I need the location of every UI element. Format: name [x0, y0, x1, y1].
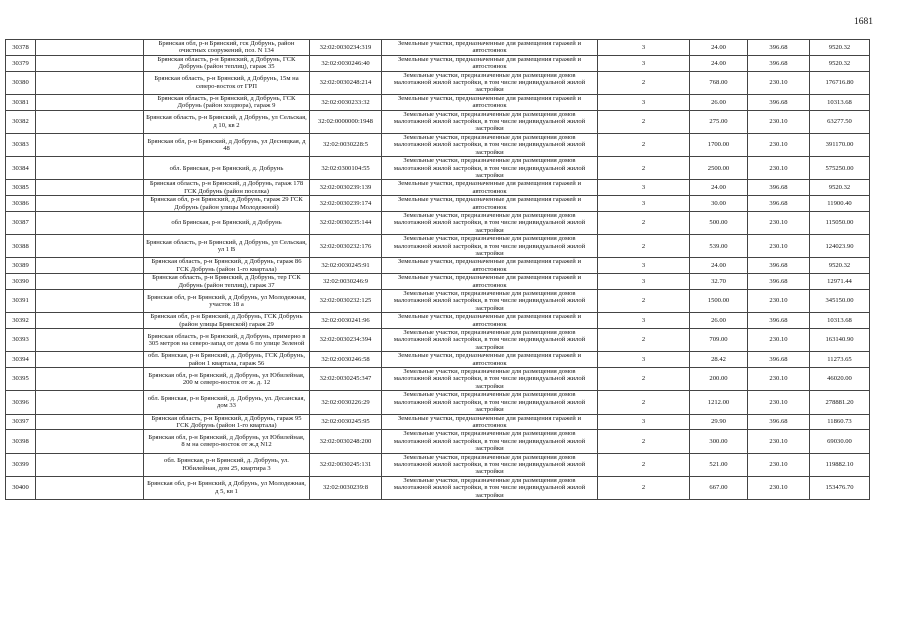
empty-cell — [36, 110, 144, 133]
cadastral-value-cell: 46020.00 — [810, 368, 870, 391]
rate-cell: 230.10 — [748, 133, 810, 156]
table-row — [6, 368, 870, 391]
cadastral-value-cell: 11273.65 — [810, 352, 870, 368]
empty-cell — [36, 352, 144, 368]
empty-cell — [36, 391, 144, 414]
rate-cell: 396.68 — [748, 94, 810, 110]
row-number-cell: 30390 — [6, 274, 36, 290]
row-number-cell: 30392 — [6, 313, 36, 329]
address-cell: Брянская область, р-н Брянский, д Добрунь, гараж 178 ГСК Добрунь (район поселка) — [144, 180, 310, 196]
rate-cell: 396.68 — [748, 180, 810, 196]
land-use-cell: Земельные участки, предназначенные для размещения гаражей и автостоянок — [382, 180, 598, 196]
cadastral-value-cell: 115050.00 — [810, 211, 870, 234]
rate-cell: 396.68 — [748, 55, 810, 71]
category-cell: 2 — [598, 157, 690, 180]
cadastral-number-cell: 32:02:0030234:394 — [310, 329, 382, 352]
category-cell: 2 — [598, 235, 690, 258]
cadastral-number-cell: 32:02:0030235:144 — [310, 211, 382, 234]
address-cell: Брянская обл, р-н Брянский, д Добрунь, ул Юбилейная, 8 м на северо-восток от ж.д N12 — [144, 430, 310, 453]
address-cell: Брянская обл, р-н Брянский, д Добрунь, ул Юбилейная, 200 м северо-восток от ж. д. 12 — [144, 368, 310, 391]
address-cell: Брянская область, р-н Брянский, д Добрунь, тер ГСК Добрунь (район теплиц), гараж 37 — [144, 274, 310, 290]
land-use-cell: Земельные участки, предназначенные для размещения домов малоэтажной жилой застройки, в том числе индивидуальной жилой застройки — [382, 71, 598, 94]
area-cell: 200.00 — [690, 368, 748, 391]
address-cell: обл. Брянская, р-н Брянский, д. Добрунь — [144, 157, 310, 180]
rate-cell: 230.10 — [748, 110, 810, 133]
table-row — [6, 391, 870, 414]
row-number-cell: 30400 — [6, 476, 36, 499]
row-number-cell: 30385 — [6, 180, 36, 196]
empty-cell — [36, 258, 144, 274]
table-row — [6, 211, 870, 234]
cadastral-number-cell: 32:02:0030245:347 — [310, 368, 382, 391]
table-row — [6, 94, 870, 110]
empty-cell — [36, 290, 144, 313]
land-use-cell: Земельные участки, предназначенные для размещения домов малоэтажной жилой застройки, в том числе индивидуальной жилой застройки — [382, 211, 598, 234]
land-use-cell: Земельные участки, предназначенные для размещения домов малоэтажной жилой застройки, в том числе индивидуальной жилой застройки — [382, 430, 598, 453]
land-use-cell: Земельные участки, предназначенные для размещения гаражей и автостоянок — [382, 196, 598, 212]
cadastral-value-cell: 10313.68 — [810, 94, 870, 110]
row-number-cell: 30380 — [6, 71, 36, 94]
area-cell: 539.00 — [690, 235, 748, 258]
category-cell: 3 — [598, 40, 690, 56]
rate-cell: 230.10 — [748, 71, 810, 94]
area-cell: 521.00 — [690, 453, 748, 476]
address-cell: обл. Брянская, р-н Брянский, д. Добрунь, ул. Десанская, дом 33 — [144, 391, 310, 414]
table-row — [6, 453, 870, 476]
rate-cell: 230.10 — [748, 430, 810, 453]
cadastral-number-cell: 32:02:0030232:176 — [310, 235, 382, 258]
cadastral-number-cell: 32:02:0030246:9 — [310, 274, 382, 290]
cadastral-number-cell: 32:02:0030239:174 — [310, 196, 382, 212]
area-cell: 1212.00 — [690, 391, 748, 414]
rate-cell: 396.68 — [748, 414, 810, 430]
land-use-cell: Земельные участки, предназначенные для размещения домов малоэтажной жилой застройки, в том числе индивидуальной жилой застройки — [382, 453, 598, 476]
page-number: 1681 — [854, 17, 873, 27]
category-cell: 2 — [598, 133, 690, 156]
land-use-cell: Земельные участки, предназначенные для размещения домов малоэтажной жилой застройки, в том числе индивидуальной жилой застройки — [382, 290, 598, 313]
row-number-cell: 30379 — [6, 55, 36, 71]
empty-cell — [36, 235, 144, 258]
category-cell: 3 — [598, 196, 690, 212]
land-use-cell: Земельные участки, предназначенные для размещения гаражей и автостоянок — [382, 414, 598, 430]
land-use-cell: Земельные участки, предназначенные для размещения гаражей и автостоянок — [382, 55, 598, 71]
address-cell: Брянская обл, р-н Брянский, гск Добрунь, район очистных сооружений, поз. N 134 — [144, 40, 310, 56]
area-cell: 300.00 — [690, 430, 748, 453]
rate-cell: 396.68 — [748, 274, 810, 290]
rate-cell: 230.10 — [748, 157, 810, 180]
row-number-cell: 30378 — [6, 40, 36, 56]
category-cell: 3 — [598, 313, 690, 329]
row-number-cell: 30384 — [6, 157, 36, 180]
table-row — [6, 290, 870, 313]
empty-cell — [36, 40, 144, 56]
table-row — [6, 40, 870, 56]
category-cell: 3 — [598, 352, 690, 368]
cadastral-value-cell: 391170.00 — [810, 133, 870, 156]
cadastral-value-cell: 124023.90 — [810, 235, 870, 258]
cadastral-number-cell: 32:02:0030246:40 — [310, 55, 382, 71]
category-cell: 2 — [598, 110, 690, 133]
address-cell: Брянская область, р-н Брянский, д Добрунь, ГСК Добрунь (район хоздвора), гараж 9 — [144, 94, 310, 110]
table-row — [6, 180, 870, 196]
area-cell: 32.70 — [690, 274, 748, 290]
area-cell: 24.00 — [690, 55, 748, 71]
area-cell: 26.00 — [690, 94, 748, 110]
empty-cell — [36, 71, 144, 94]
table-row — [6, 430, 870, 453]
area-cell: 768.00 — [690, 71, 748, 94]
address-cell: Брянская область, р-н Брянский, д Добрунь, гараж 95 ГСК Добрунь (район 1-го квартала) — [144, 414, 310, 430]
category-cell: 2 — [598, 211, 690, 234]
empty-cell — [36, 476, 144, 499]
cadastral-number-cell: 32:02:0030245:91 — [310, 258, 382, 274]
cadastral-number-cell: 32:02:0000000:1948 — [310, 110, 382, 133]
row-number-cell: 30382 — [6, 110, 36, 133]
table-row — [6, 313, 870, 329]
empty-cell — [36, 274, 144, 290]
row-number-cell: 30398 — [6, 430, 36, 453]
rate-cell: 230.10 — [748, 476, 810, 499]
cadastral-number-cell: 32:02:0300104:55 — [310, 157, 382, 180]
table-row — [6, 196, 870, 212]
cadastral-number-cell: 32:02:0030241:96 — [310, 313, 382, 329]
area-cell: 500.00 — [690, 211, 748, 234]
category-cell: 2 — [598, 290, 690, 313]
land-use-cell: Земельные участки, предназначенные для размещения гаражей и автостоянок — [382, 274, 598, 290]
table-row — [6, 235, 870, 258]
empty-cell — [36, 180, 144, 196]
rate-cell: 230.10 — [748, 391, 810, 414]
cadastral-number-cell: 32:02:0030234:319 — [310, 40, 382, 56]
cadastral-value-cell: 163140.90 — [810, 329, 870, 352]
cadastral-number-cell: 32:02:0030226:29 — [310, 391, 382, 414]
cadastral-value-cell: 278881.20 — [810, 391, 870, 414]
area-cell: 1500.00 — [690, 290, 748, 313]
row-number-cell: 30395 — [6, 368, 36, 391]
cadastral-value-cell: 63277.50 — [810, 110, 870, 133]
table-row — [6, 414, 870, 430]
category-cell: 3 — [598, 94, 690, 110]
row-number-cell: 30391 — [6, 290, 36, 313]
table-row — [6, 274, 870, 290]
empty-cell — [36, 157, 144, 180]
address-cell: Брянская обл, р-н Брянский, д Добрунь, ул Молодежная, д 5, кв 1 — [144, 476, 310, 499]
land-use-cell: Земельные участки, предназначенные для размещения гаражей и автостоянок — [382, 313, 598, 329]
table-row — [6, 55, 870, 71]
address-cell: Брянская область, р-н Брянский, д Добрунь, 15м на северо-восток от ГРП — [144, 71, 310, 94]
table-row — [6, 258, 870, 274]
category-cell: 2 — [598, 476, 690, 499]
table-row — [6, 110, 870, 133]
category-cell: 2 — [598, 368, 690, 391]
empty-cell — [36, 329, 144, 352]
address-cell: Брянская обл, р-н Брянский, д Добрунь, гараж 29 ГСК Добрунь (район улицы Молодежной) — [144, 196, 310, 212]
rate-cell: 396.68 — [748, 196, 810, 212]
cadastral-number-cell: 32:02:0030239:8 — [310, 476, 382, 499]
cadastral-value-cell: 69030.00 — [810, 430, 870, 453]
cadastral-value-cell: 176716.80 — [810, 71, 870, 94]
category-cell: 3 — [598, 258, 690, 274]
land-use-cell: Земельные участки, предназначенные для размещения гаражей и автостоянок — [382, 352, 598, 368]
empty-cell — [36, 313, 144, 329]
row-number-cell: 30397 — [6, 414, 36, 430]
address-cell: Брянская обл, р-н Брянский, д Добрунь, ул Десняцкая, д 48 — [144, 133, 310, 156]
cadastral-value-cell: 10313.68 — [810, 313, 870, 329]
cadastral-value-cell: 11900.40 — [810, 196, 870, 212]
empty-cell — [36, 430, 144, 453]
area-cell: 30.00 — [690, 196, 748, 212]
land-use-cell: Земельные участки, предназначенные для размещения гаражей и автостоянок — [382, 40, 598, 56]
row-number-cell: 30381 — [6, 94, 36, 110]
row-number-cell: 30396 — [6, 391, 36, 414]
rate-cell: 396.68 — [748, 258, 810, 274]
land-use-cell: Земельные участки, предназначенные для размещения домов малоэтажной жилой застройки, в том числе индивидуальной жилой застройки — [382, 235, 598, 258]
cadastral-value-cell: 9520.32 — [810, 258, 870, 274]
rate-cell: 230.10 — [748, 290, 810, 313]
row-number-cell: 30383 — [6, 133, 36, 156]
table-row — [6, 157, 870, 180]
row-number-cell: 30394 — [6, 352, 36, 368]
area-cell: 275.00 — [690, 110, 748, 133]
address-cell: обл. Брянская, р-н Брянский, д. Добрунь, ул. Юбилейная, дом 25, квартира 3 — [144, 453, 310, 476]
cadastral-value-cell: 12971.44 — [810, 274, 870, 290]
cadastral-value-cell: 11860.73 — [810, 414, 870, 430]
address-cell: обл Брянская, р-н Брянский, д Добрунь — [144, 211, 310, 234]
row-number-cell: 30389 — [6, 258, 36, 274]
land-registry-table — [5, 39, 870, 500]
rate-cell: 396.68 — [748, 40, 810, 56]
table-row — [6, 329, 870, 352]
cadastral-value-cell: 153476.70 — [810, 476, 870, 499]
area-cell: 2500.00 — [690, 157, 748, 180]
empty-cell — [36, 55, 144, 71]
cadastral-number-cell: 32:02:0030248:200 — [310, 430, 382, 453]
row-number-cell: 30388 — [6, 235, 36, 258]
land-use-cell: Земельные участки, предназначенные для размещения домов малоэтажной жилой застройки, в том числе индивидуальной жилой застройки — [382, 476, 598, 499]
rate-cell: 230.10 — [748, 453, 810, 476]
empty-cell — [36, 94, 144, 110]
area-cell: 667.00 — [690, 476, 748, 499]
table-row — [6, 133, 870, 156]
land-use-cell: Земельные участки, предназначенные для размещения гаражей и автостоянок — [382, 94, 598, 110]
address-cell: Брянская область, р-н Брянский, д Добрунь, ГСК Добрунь (район теплиц), гараж 35 — [144, 55, 310, 71]
category-cell: 3 — [598, 274, 690, 290]
cadastral-number-cell: 32:02:0030232:125 — [310, 290, 382, 313]
rate-cell: 230.10 — [748, 211, 810, 234]
category-cell: 2 — [598, 329, 690, 352]
address-cell: Брянская область, р-н Брянский, д Добрунь, гараж 86 ГСК Добрунь (район 1-го квартала) — [144, 258, 310, 274]
land-use-cell: Земельные участки, предназначенные для размещения домов малоэтажной жилой застройки, в том числе индивидуальной жилой застройки — [382, 391, 598, 414]
rate-cell: 230.10 — [748, 235, 810, 258]
row-number-cell: 30387 — [6, 211, 36, 234]
category-cell: 2 — [598, 430, 690, 453]
table-row — [6, 352, 870, 368]
area-cell: 709.00 — [690, 329, 748, 352]
empty-cell — [36, 368, 144, 391]
cadastral-number-cell: 32:02:0030245:131 — [310, 453, 382, 476]
cadastral-number-cell: 32:02:0030228:5 — [310, 133, 382, 156]
empty-cell — [36, 453, 144, 476]
cadastral-number-cell: 32:02:0030246:58 — [310, 352, 382, 368]
empty-cell — [36, 196, 144, 212]
land-use-cell: Земельные участки, предназначенные для размещения домов малоэтажной жилой застройки, в том числе индивидуальной жилой застройки — [382, 368, 598, 391]
row-number-cell: 30386 — [6, 196, 36, 212]
land-use-cell: Земельные участки, предназначенные для размещения домов малоэтажной жилой застройки, в том числе индивидуальной жилой застройки — [382, 110, 598, 133]
address-cell: обл. Брянская, р-н Брянский, д. Добрунь, ГСК Добрунь, район 1 квартала, гараж 56 — [144, 352, 310, 368]
row-number-cell: 30393 — [6, 329, 36, 352]
area-cell: 29.90 — [690, 414, 748, 430]
cadastral-value-cell: 119882.10 — [810, 453, 870, 476]
land-use-cell: Земельные участки, предназначенные для размещения домов малоэтажной жилой застройки, в том числе индивидуальной жилой застройки — [382, 329, 598, 352]
category-cell: 3 — [598, 180, 690, 196]
table-row — [6, 71, 870, 94]
empty-cell — [36, 211, 144, 234]
address-cell: Брянская область, р-н Брянский, д Добрунь, ул Сельская, ул 1 В — [144, 235, 310, 258]
rate-cell: 396.68 — [748, 313, 810, 329]
cadastral-value-cell: 345150.00 — [810, 290, 870, 313]
table-row — [6, 476, 870, 499]
address-cell: Брянская обл, р-н Брянский, д Добрунь, ГСК Добрунь (район улицы Брянской) гараж 29 — [144, 313, 310, 329]
cadastral-number-cell: 32:02:0030233:32 — [310, 94, 382, 110]
cadastral-value-cell: 9520.32 — [810, 180, 870, 196]
cadastral-value-cell: 9520.32 — [810, 55, 870, 71]
cadastral-number-cell: 32:02:0030245:95 — [310, 414, 382, 430]
empty-cell — [36, 133, 144, 156]
address-cell: Брянская область, р-н Брянский, д Добрунь, ул Сельская, д 10, кв 2 — [144, 110, 310, 133]
category-cell: 2 — [598, 71, 690, 94]
land-use-cell: Земельные участки, предназначенные для размещения домов малоэтажной жилой застройки, в том числе индивидуальной жилой застройки — [382, 133, 598, 156]
area-cell: 24.00 — [690, 258, 748, 274]
category-cell: 3 — [598, 414, 690, 430]
area-cell: 24.00 — [690, 180, 748, 196]
cadastral-number-cell: 32:02:0030239:139 — [310, 180, 382, 196]
area-cell: 26.00 — [690, 313, 748, 329]
cadastral-value-cell: 575250.00 — [810, 157, 870, 180]
cadastral-value-cell: 9520.32 — [810, 40, 870, 56]
category-cell: 2 — [598, 453, 690, 476]
area-cell: 1700.00 — [690, 133, 748, 156]
rate-cell: 396.68 — [748, 352, 810, 368]
category-cell: 2 — [598, 391, 690, 414]
cadastral-number-cell: 32:02:0030248:214 — [310, 71, 382, 94]
address-cell: Брянская обл, р-н Брянский, д Добрунь, ул Молодежная, участок 18 а — [144, 290, 310, 313]
category-cell: 3 — [598, 55, 690, 71]
registry-body — [6, 40, 870, 500]
area-cell: 24.00 — [690, 40, 748, 56]
empty-cell — [36, 414, 144, 430]
row-number-cell: 30399 — [6, 453, 36, 476]
land-use-cell: Земельные участки, предназначенные для размещения гаражей и автостоянок — [382, 258, 598, 274]
address-cell: Брянская область, р-н Брянский, д Добрунь, примерно в 305 метров на северо-запад от дома 6 по улице Зеленой — [144, 329, 310, 352]
rate-cell: 230.10 — [748, 368, 810, 391]
land-use-cell: Земельные участки, предназначенные для размещения домов малоэтажной жилой застройки, в том числе индивидуальной жилой застройки — [382, 157, 598, 180]
rate-cell: 230.10 — [748, 329, 810, 352]
area-cell: 28.42 — [690, 352, 748, 368]
